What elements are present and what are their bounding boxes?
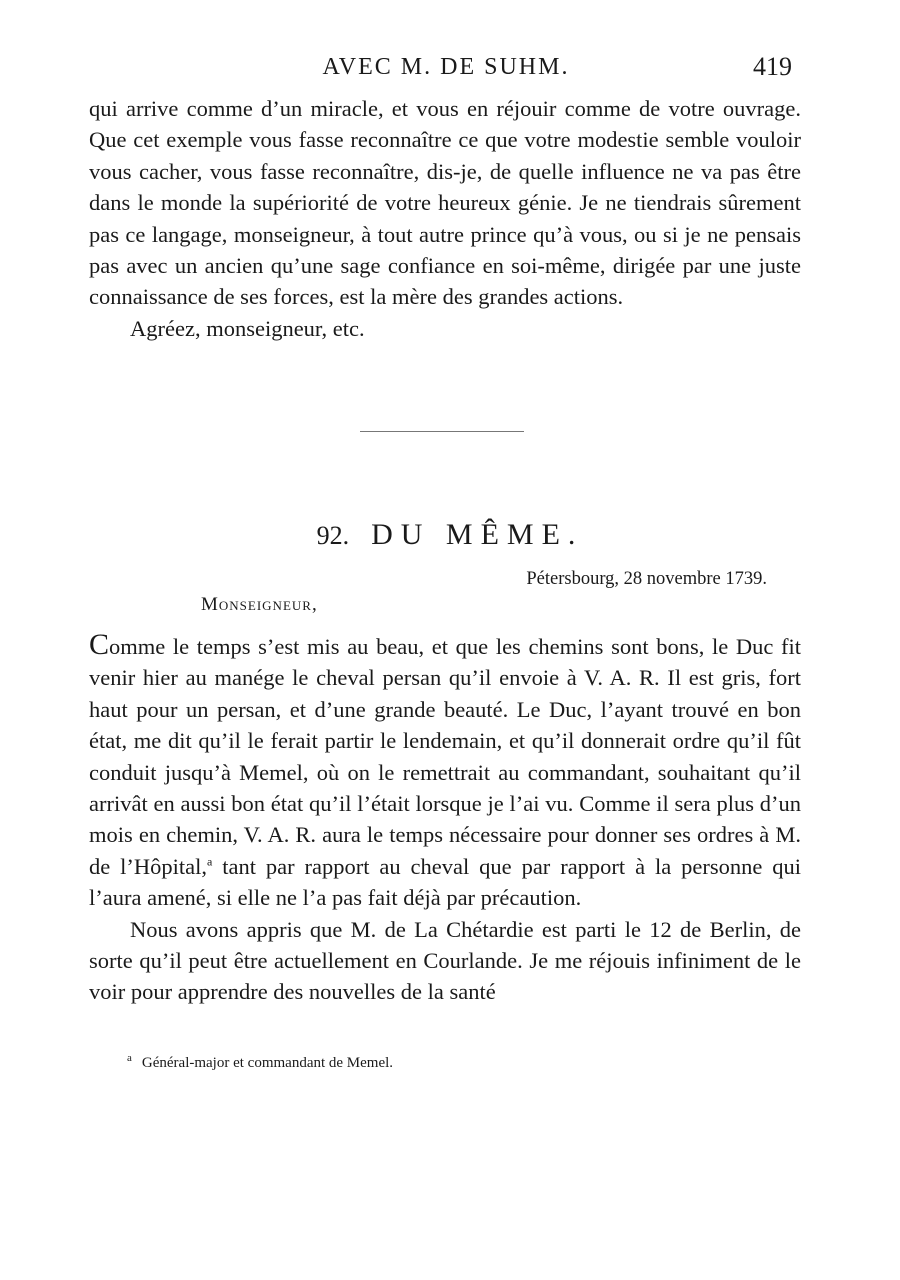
letter-title: DU MÊME. <box>371 518 584 551</box>
letter-paragraph-2: Nous avons appris que M. de La Chétardie est parti le 12 de Berlin, de sorte qu’il peut être actuellement en Courlande. Je me réjouis infiniment de le voir pour apprendre des nouvelles de la santé <box>89 916 801 1005</box>
letter-paragraph-1-text-b: tant par rapport au cheval que par rapport à la personne qui l’aura amené, si elle ne l’a pas fait déjà par précaution. <box>89 853 801 911</box>
running-head <box>96 52 796 86</box>
letter-body <box>89 628 801 1008</box>
letter-heading <box>0 518 900 552</box>
letter-paragraph-1 <box>89 628 801 914</box>
previous-letter-text <box>89 93 801 344</box>
letter-dateline: Pétersbourg, 28 novembre 1739. <box>526 569 767 589</box>
previous-letter-closing: Agréez, monseigneur, etc. <box>130 315 365 341</box>
running-head-title: AVEC M. DE SUHM. <box>322 54 570 80</box>
letter-paragraph-1-text-a: omme le temps s’est mis au beau, et que les chemins sont bons, le Duc fit venir hier au manége le cheval persan qu’il envoie à V. A. R. Il est gris, fort haut pour un persan, et d’une grande beauté. Le Duc, l’ayant trouvé en bon état, me dit qu’il le ferait partir le lendemain, et qu’il donnerait ordre qu’il fût conduit jusqu’à Memel, où on le remettrait au commandant, souhaitant qu’il arrivât en aussi bon état qu’il l’était lorsque je l’ai vu. Comme il sera plus d’un mois en chemin, V. A. R. aura le temps nécessaire pour donner ses ordres à M. de l’Hôpital, <box>89 634 801 879</box>
footnote-mark: a <box>127 1052 132 1064</box>
letter-salutation: Monseigneur, <box>201 594 318 615</box>
footnote-reference: a <box>207 854 213 869</box>
previous-letter-paragraph: qui arrive comme d’un miracle, et vous en réjouir comme de votre ouvrage. Que cet exemple vous fasse reconnaître ce que votre modestie semble vouloir vous cacher, vous fasse reconnaître, dis-je, de quelle influence ne va pas être dans le monde la supériorité de votre heureux génie. Je ne tiendrais sûrement pas ce langage, monseigneur, à tout autre prince qu’à vous, ou si je ne pensais pas avec un ancien qu’une sage confiance en soi-même, dirigée par une juste connaissance de ses forces, est la mère des grandes actions. <box>89 96 801 310</box>
initial-letter: C <box>89 628 110 661</box>
section-divider <box>360 431 524 432</box>
footnote <box>127 1052 394 1072</box>
page-number: 419 <box>753 52 792 81</box>
letter-number: 92. <box>316 521 350 550</box>
footnote-text: Général-major et commandant de Memel. <box>141 1055 394 1071</box>
